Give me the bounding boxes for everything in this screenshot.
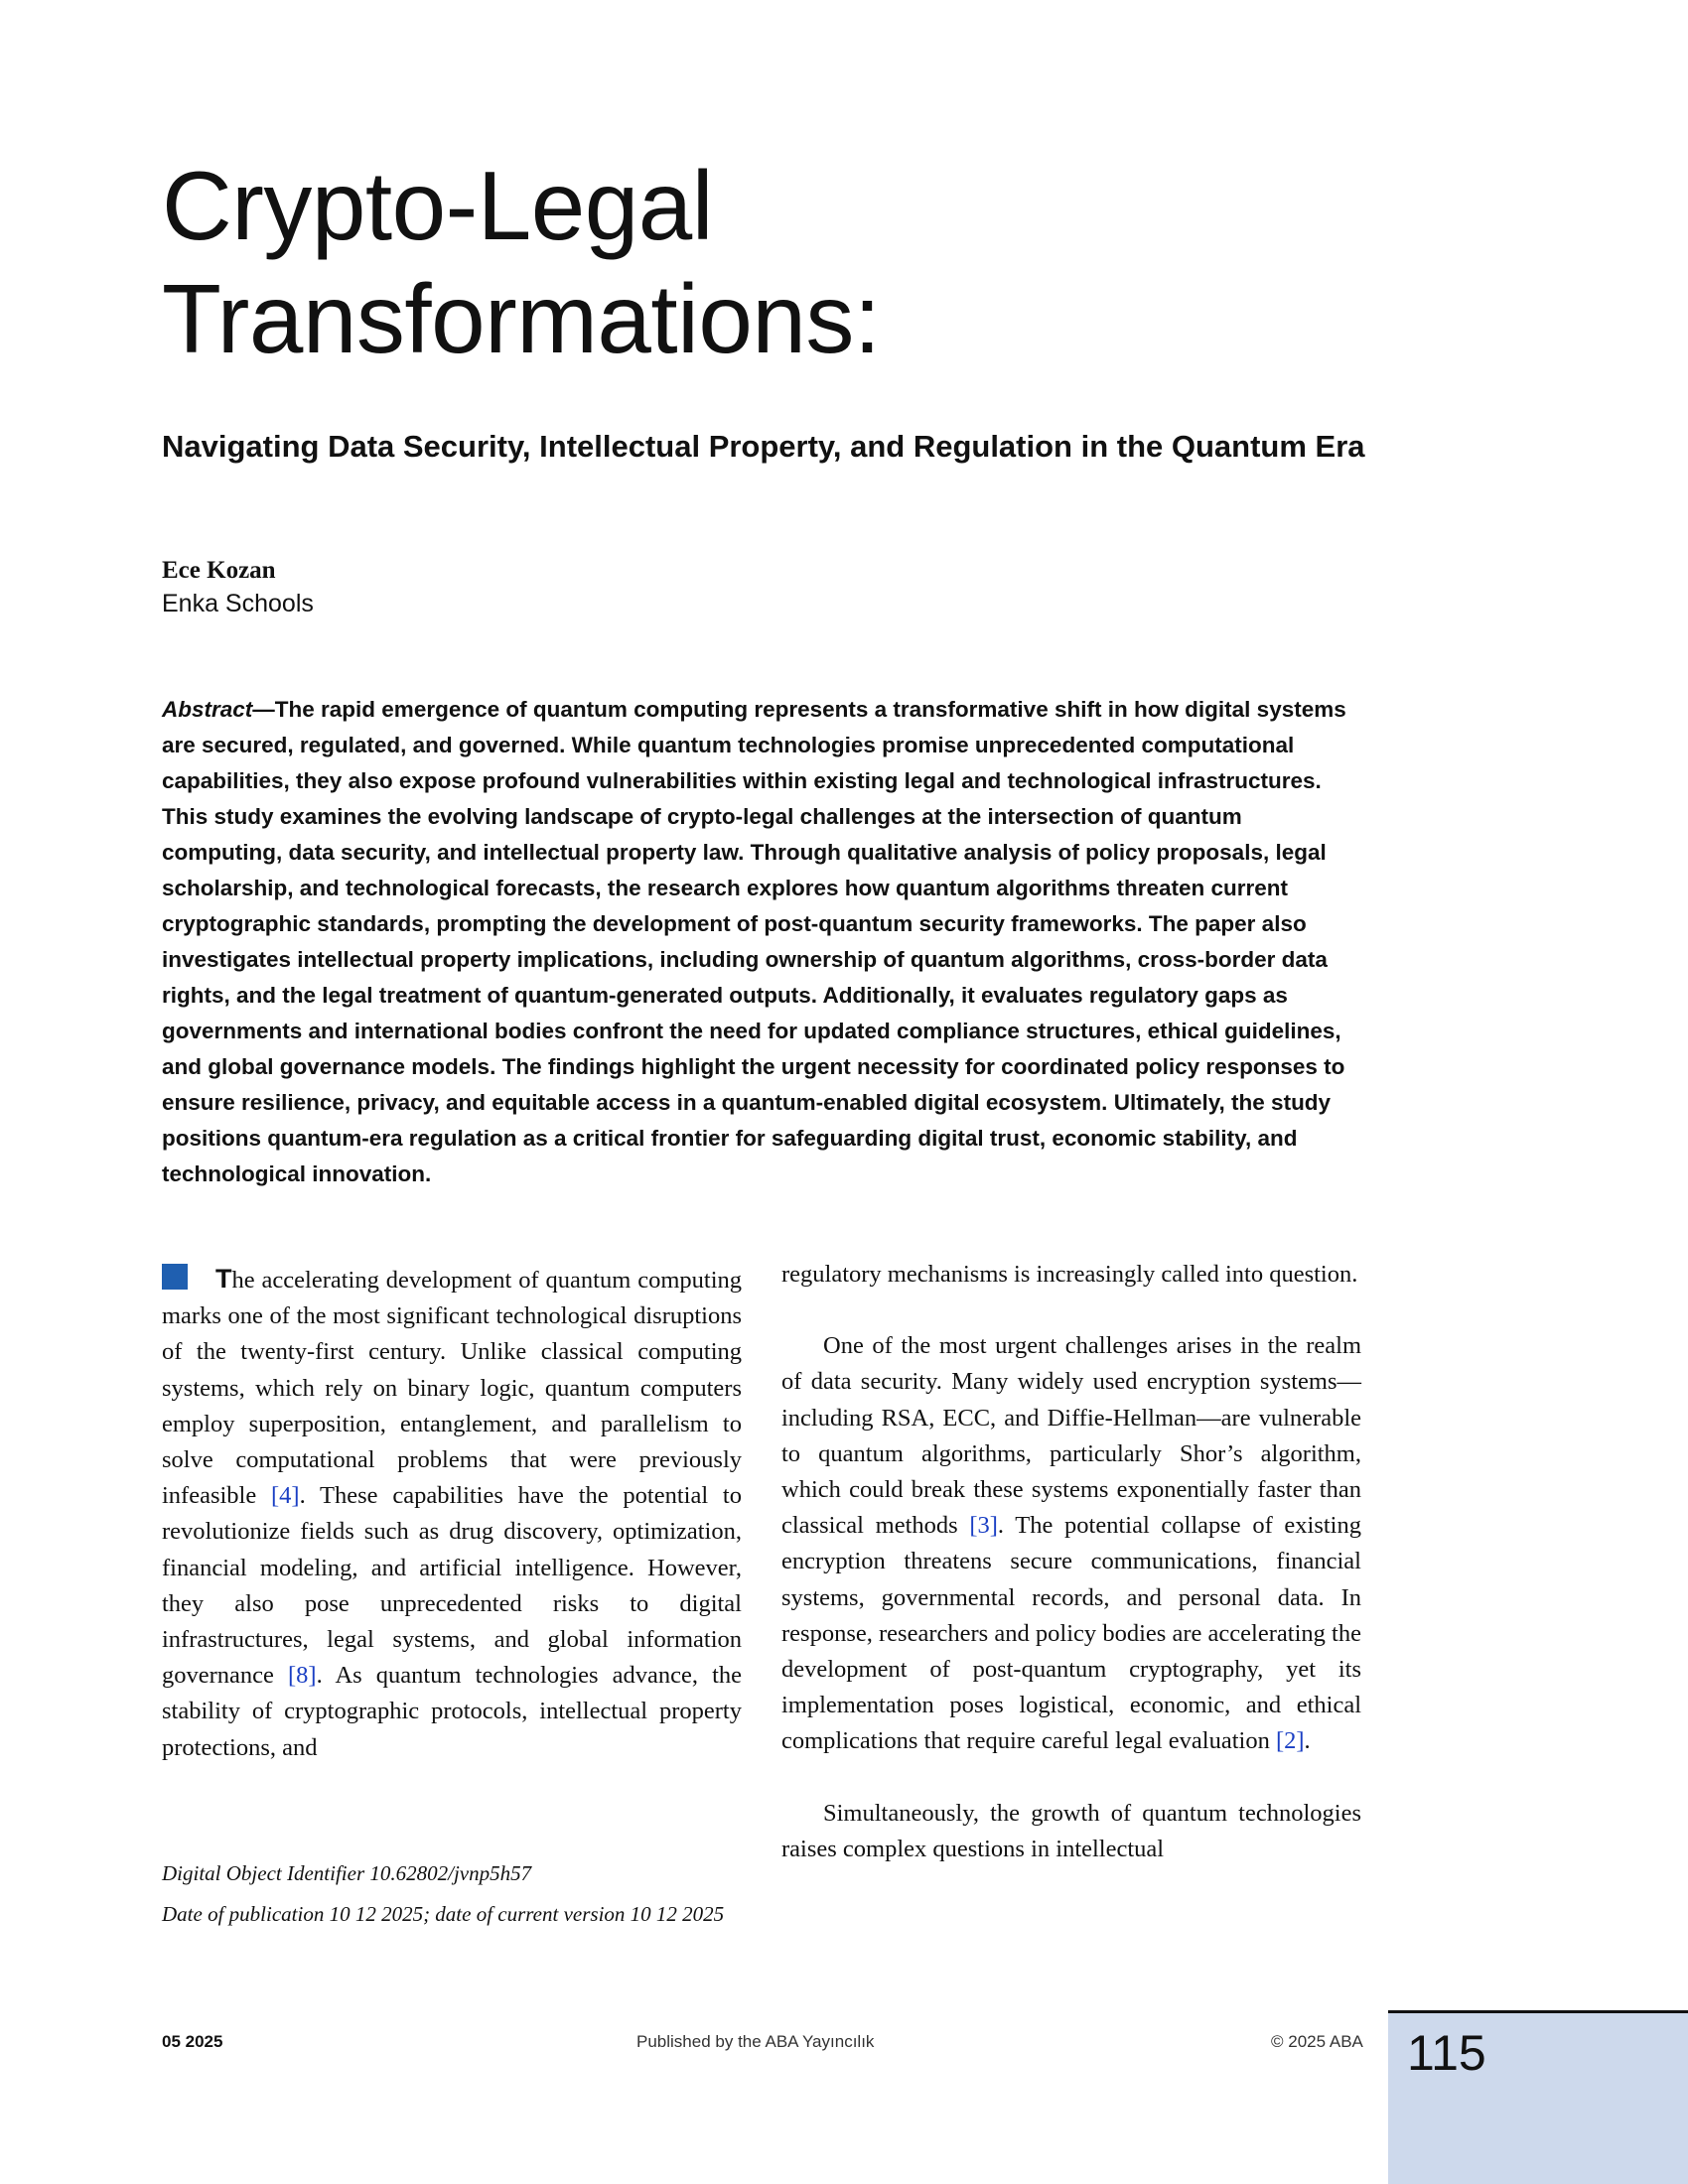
page-number: 115 — [1407, 2025, 1486, 2081]
citation-link-2[interactable]: [2] — [1275, 1727, 1305, 1755]
footer-publisher: Published by the ABA Yayıncılık — [636, 2032, 875, 2051]
paper-title — [162, 149, 1353, 375]
body-column-left — [162, 1261, 742, 1766]
citation-link-4[interactable]: [4] — [271, 1482, 300, 1510]
drop-cap: T — [215, 1264, 232, 1294]
body-text: he accelerating development of quantum computing marks one of the most significant technological disruptions of the twenty-first century. Unlike classical computing systems, which rely on binary logic, quantum computers employ superposition, entanglement, and parallelism to solve computational problems that were previously infeasible — [162, 1267, 742, 1510]
author-name: Ece Kozan — [162, 557, 276, 584]
body-text: . The potential collapse of existing encryption threatens secure communications, financial systems, governmental records, and personal data. In response, researchers and policy bodies are accelerating the development of post-quantum cryptography, yet its implementation poses logistical, economic, and ethical complications that require careful legal evaluation — [781, 1512, 1361, 1755]
body-paragraph-3: Simultaneously, the growth of quantum technologies raises complex questions in intellectual — [781, 1799, 1361, 1862]
body-paragraph-1 — [162, 1261, 742, 1766]
abstract-text: —The rapid emergence of quantum computing represents a transformative shift in how digital systems are secured, regulated, and governed. While quantum technologies promise unprecedented computational capabilities, they also expose profound vulnerabilities within existing legal and technological infrastructures. This study examines the evolving landscape of crypto-legal challenges at the intersection of quantum computing, data security, and intellectual property law. Through qualitative analysis of policy proposals, legal scholarship, and technological forecasts, the research explores how quantum algorithms threaten current cryptographic standards, prompting the development of post-quantum security frameworks. The paper also investigates intellectual property implications, including ownership of quantum algorithms, cross-border data rights, and the legal treatment of quantum-generated outputs. Additionally, it evaluates regulatory gaps as governments and international bodies confront the need for updated compliance structures, ethical guidelines, and global governance models. The findings highlight the urgent necessity for coordinated policy responses to ensure resilience, privacy, and equitable access in a quantum-enabled digital ecosystem. Ultimately, the study positions quantum-era regulation as a critical frontier for safeguarding digital trust, economic stability, and technological innovation. — [162, 697, 1346, 1186]
doi-line: Digital Object Identifier 10.62802/jvnp5h57 — [162, 1861, 532, 1885]
body-text: . These capabilities have the potential to revolutionize fields such as drug discovery, optimization, financial modeling, and artificial intelligence. However, they also pose unprecedented risks to digital infrastructures, legal systems, and global information governance — [162, 1482, 742, 1690]
body-paragraph-1-continued: regulatory mechanisms is increasingly called into question. — [781, 1261, 1358, 1288]
body-column-right — [781, 1257, 1361, 1867]
body-text: . — [1304, 1727, 1311, 1755]
body-paragraph-2 — [781, 1328, 1361, 1759]
footer-issue: 05 2025 — [162, 2032, 223, 2051]
body-text: One of the most urgent challenges arises in the realm of data security. Many widely used encryption systems—including RSA, ECC, and Diffie-Hellman—are vulnerable to quantum algorithms, particularly Shor’s algorithm, which could break these systems exponentially faster than classical methods — [781, 1332, 1361, 1540]
abstract-label: Abstract — [162, 697, 253, 722]
paper-title-line-2: Transformations: — [162, 264, 881, 373]
citation-link-3[interactable]: [3] — [969, 1512, 998, 1540]
abstract — [162, 692, 1363, 1192]
paper-subtitle: Navigating Data Security, Intellectual Property, and Regulation in the Quantum Era — [162, 429, 1365, 464]
paper-title-line-1: Crypto-Legal — [162, 151, 714, 260]
author-affiliation: Enka Schools — [162, 590, 314, 617]
section-marker-square — [162, 1264, 188, 1290]
publication-metadata — [162, 1853, 742, 1935]
body-text: . As quantum technologies advance, the stability of cryptographic protocols, intellectual property protections, and — [162, 1662, 742, 1761]
citation-link-8[interactable]: [8] — [288, 1662, 317, 1690]
publication-dates: Date of publication 10 12 2025; date of current version 10 12 2025 — [162, 1902, 725, 1926]
footer-copyright: © 2025 ABA — [1271, 2032, 1363, 2051]
